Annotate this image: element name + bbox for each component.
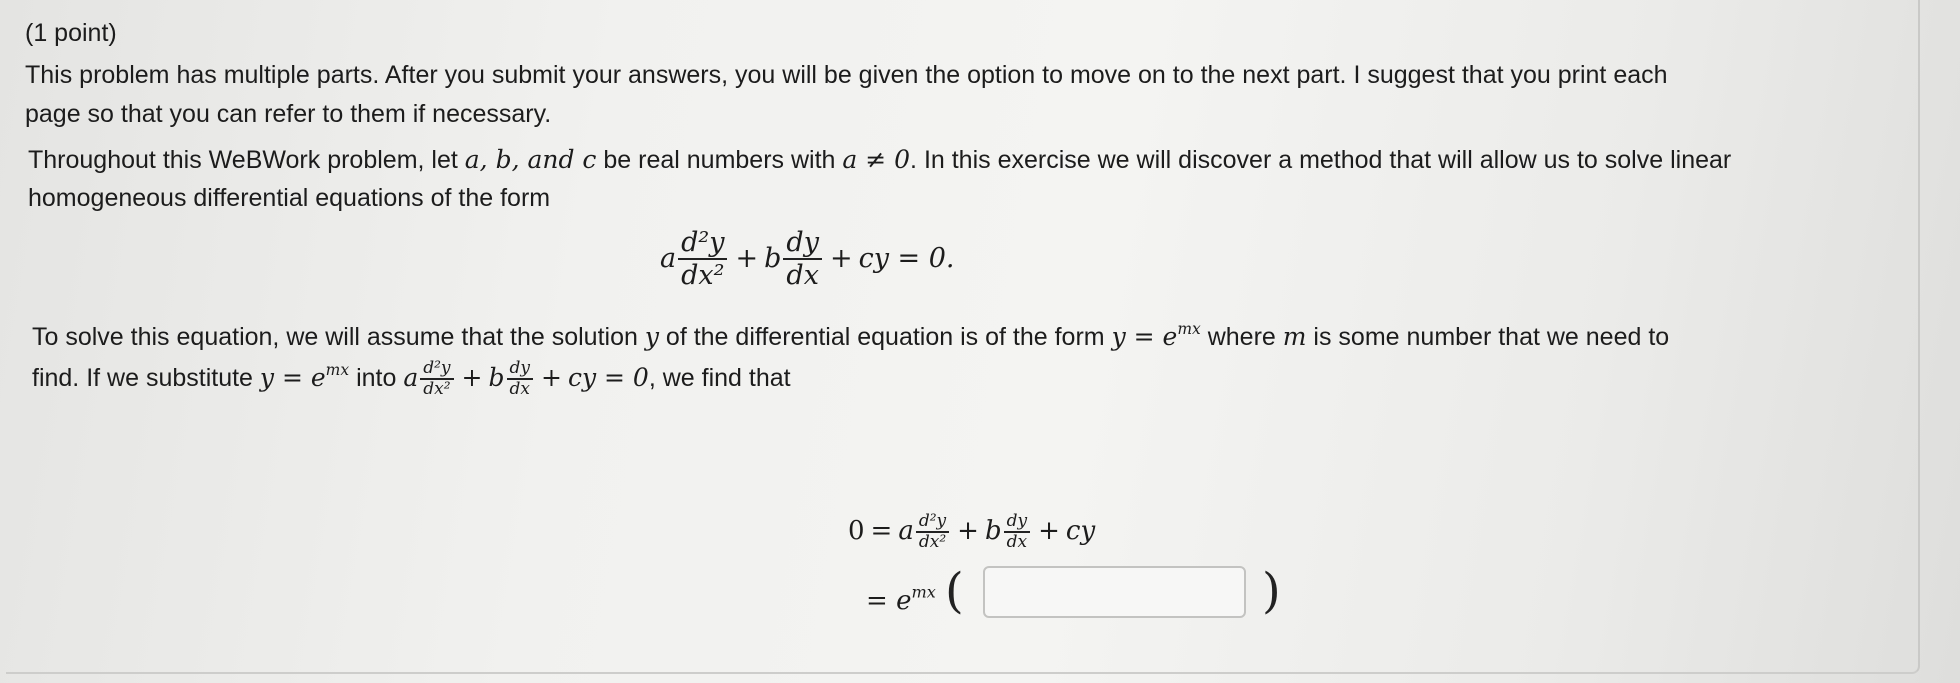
solve-text-a: To solve this equation, we will assume that the solution [32, 323, 645, 351]
plus-sign: + [735, 242, 759, 274]
coef-a: a [898, 516, 914, 547]
frac-num: dy [1004, 512, 1031, 533]
frac-den: dx² [918, 531, 947, 552]
setup-text-c: . In this exercise we will discover a method that will allow us to solve linear [910, 146, 1732, 174]
setup-line-2: homogeneous differential equations of the form [28, 184, 551, 212]
points-label: (1 point) [25, 19, 117, 47]
frac-den: dx² [423, 378, 451, 399]
plus-sign: + [957, 516, 979, 547]
intro-line-2: page so that you can refer to them if necessary. [25, 100, 552, 128]
zero: 0 [848, 516, 865, 547]
equals-sign: = [866, 586, 888, 616]
setup-line-1 [28, 145, 1731, 175]
answer-input[interactable] [983, 566, 1246, 618]
coef-a: a [660, 242, 677, 274]
solve-text-b: of the differential equation is of the form [658, 323, 1112, 351]
exp-mx: mx [1177, 320, 1201, 339]
equals-sign: = [870, 516, 893, 547]
plus-sign: + [541, 363, 562, 392]
setup-text-a: Throughout this WeBWork problem, let [28, 146, 465, 174]
setup-text-b: be real numbers with [596, 146, 843, 174]
exp-e: e [1162, 322, 1178, 351]
frac-den: dx [1006, 531, 1028, 552]
second-derivative-fraction [420, 359, 453, 399]
equation-rhs: cy = 0 [567, 363, 649, 392]
solve-text-c: where [1200, 323, 1283, 351]
solve-line-2 [32, 358, 791, 400]
frac-num: d²y [420, 359, 453, 380]
exp-e: e [896, 586, 912, 616]
y-equals: y = [259, 363, 311, 392]
solve-text-g: , we find that [648, 364, 791, 392]
coef-b: b [984, 516, 1002, 547]
equation-rhs: cy = 0. [858, 242, 955, 274]
first-derivative-fraction [783, 228, 822, 291]
second-derivative-fraction [916, 512, 949, 552]
frac-num: d²y [916, 512, 949, 533]
second-derivative-fraction [678, 228, 727, 291]
solve-text-d: is some number that we need to [1306, 323, 1670, 351]
left-paren: ( [945, 563, 964, 619]
first-derivative-fraction [507, 359, 534, 399]
exp-e: e [310, 363, 326, 392]
frac-den: dx [786, 259, 819, 291]
y-equals: y = [1111, 322, 1163, 351]
var-m: m [1282, 322, 1307, 351]
exp-mx: mx [911, 582, 936, 602]
coef-b: b [764, 242, 782, 274]
derivation-line-2 [866, 582, 936, 616]
frac-num: d²y [678, 228, 727, 260]
setup-condition: a ≠ 0 [842, 145, 911, 174]
intro-line-1: This problem has multiple parts. After you submit your answers, you will be given the option to move on to the next part. I suggest that you print each [25, 61, 1668, 89]
display-equation [660, 228, 955, 291]
coef-a: a [403, 363, 419, 392]
exp-mx: mx [325, 361, 350, 380]
plus-sign: + [461, 363, 483, 392]
right-paren: ) [1262, 563, 1281, 619]
frac-num: dy [783, 228, 822, 260]
solve-text-e: find. If we substitute [32, 364, 260, 392]
setup-vars: a, b, and c [464, 145, 597, 174]
solve-line-1 [32, 322, 1669, 352]
coef-b: b [488, 363, 505, 392]
plus-sign: + [1038, 516, 1060, 547]
solve-text-f: into [349, 364, 404, 392]
frac-den: dx [509, 378, 530, 399]
frac-num: dy [507, 359, 534, 380]
first-derivative-fraction [1004, 512, 1031, 552]
var-y: y [644, 322, 659, 351]
term-cy: cy [1065, 516, 1096, 547]
plus-sign: + [829, 242, 853, 274]
frac-den: dx² [681, 259, 725, 291]
derivation-line-1 [848, 512, 1095, 552]
